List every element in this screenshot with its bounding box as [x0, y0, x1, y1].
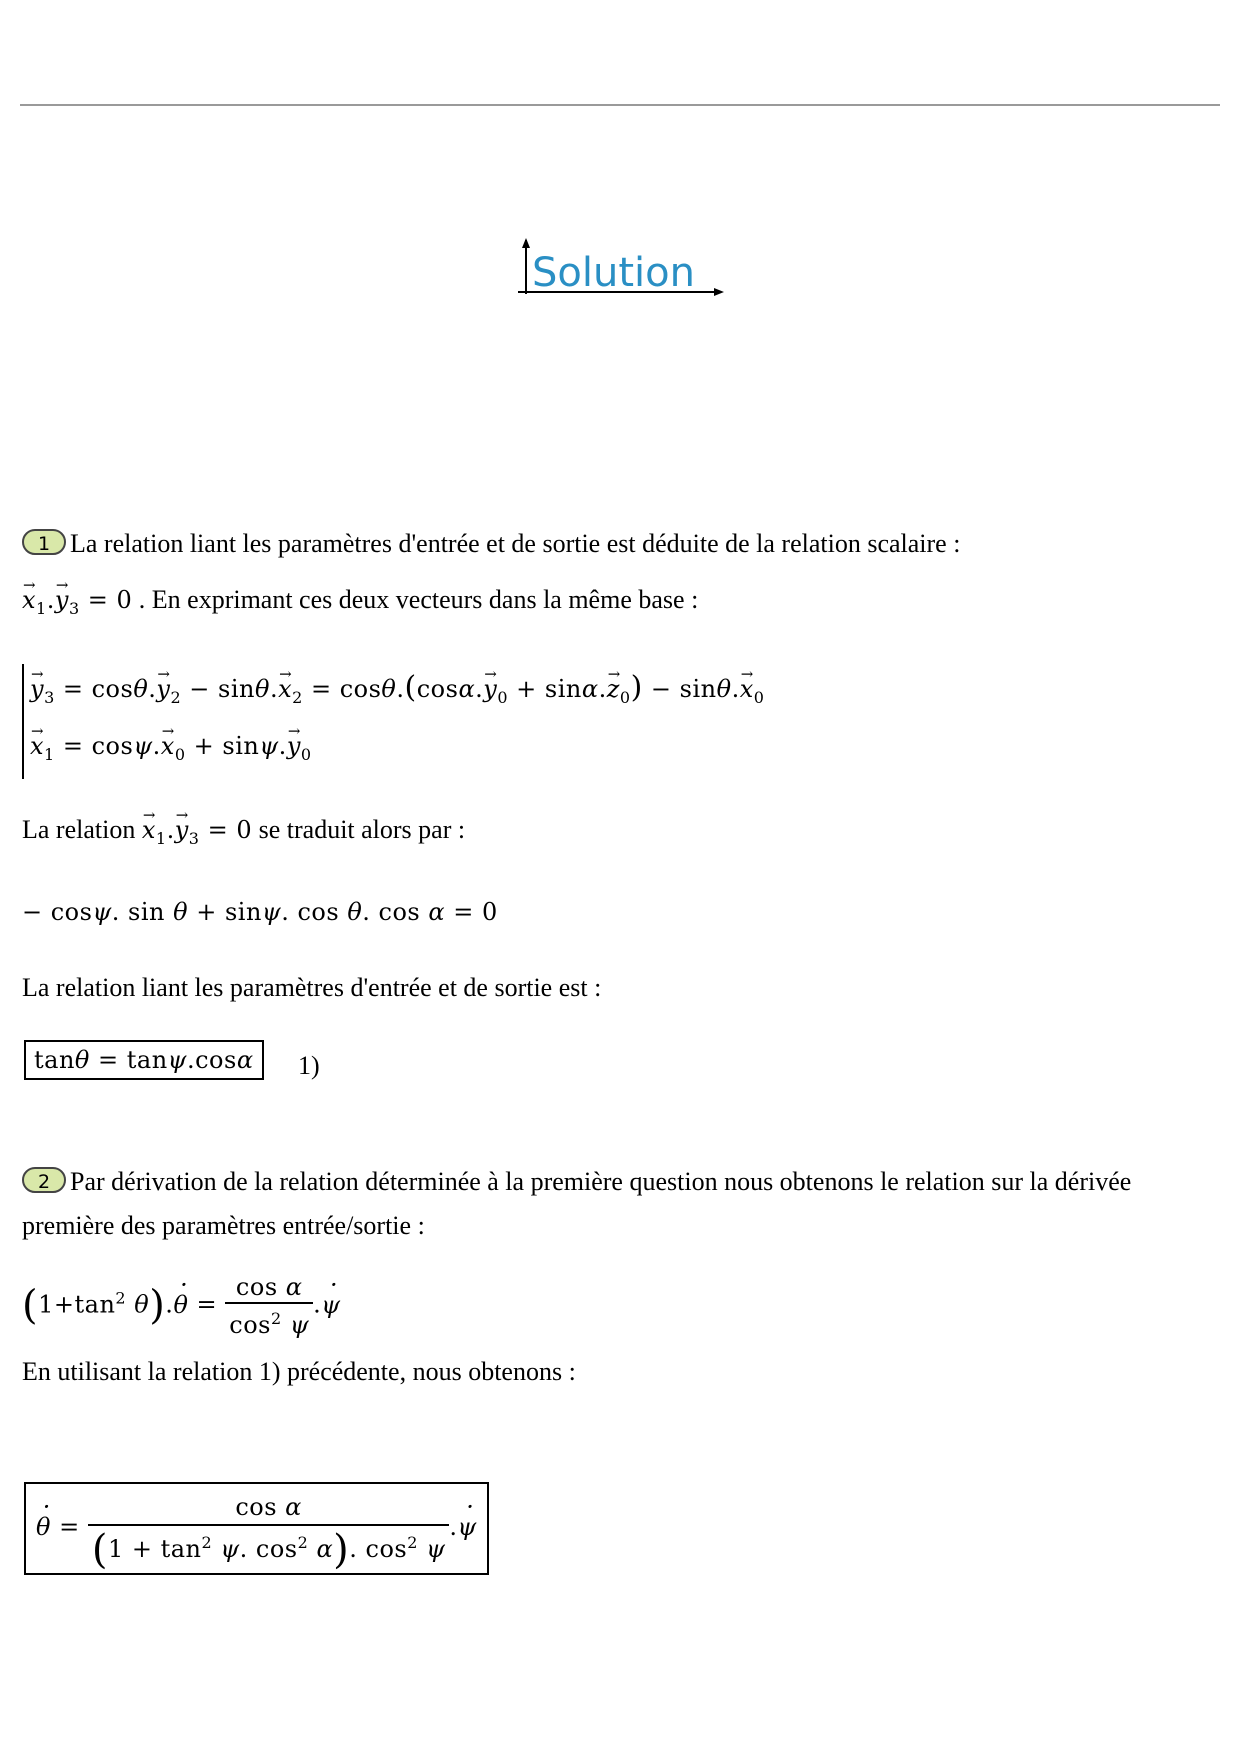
question-1-badge: 1: [22, 529, 66, 555]
q2-intro: Par dérivation de la relation déterminée à la première question nous obtenons le relation sur la dérivée première des paramètres entrée/sortie :: [22, 1167, 1132, 1240]
relation-prefix: La relation: [22, 815, 136, 844]
relation-line: [22, 808, 465, 861]
question-2-badge: 2: [22, 1167, 66, 1193]
scalar-relation-2: → $x_1.\to y_3 = 0$: [142, 816, 252, 844]
eq-x1: → $x_1 = \cos\psi.\to x_0 + \sin\psi.\to y_0$: [30, 722, 764, 779]
solution-header: [518, 238, 728, 304]
q2-using: En utilisant la relation 1) précédente, nous obtenons :: [22, 1357, 576, 1386]
q1-scalar-line: [22, 578, 698, 631]
vector-system: [22, 664, 764, 779]
q1-intro: La relation liant les paramètres d'entrée et de sortie est déduite de la relation scalaire :: [70, 529, 961, 558]
eq-y3: → $y_3 = \cos\theta.\to y_2 - \sin\theta.\to x_2 = \cos\theta.(\cos\alpha.\to y_0 + \sin\alpha.\to z_0) - \sin\theta.\to x_0$: [30, 664, 764, 722]
eq-label-1: 1): [298, 1051, 320, 1080]
scalar-relation: → $x_1.\to y_3 = 0$: [22, 586, 132, 614]
q1-intro-line: [22, 522, 960, 566]
q2-intro-block: [22, 1160, 1202, 1248]
expanded-equation: − cosψ. sin θ + sinψ. cos θ. cos α = 0: [22, 898, 498, 926]
solution-title: Solution: [532, 250, 695, 296]
result-1-box: tanθ = tanψ.cosα: [24, 1040, 264, 1080]
top-rule: [20, 104, 1220, 106]
q1-conclusion: La relation liant les paramètres d'entrée et de sortie est :: [22, 973, 602, 1002]
q1-expr-text: . En exprimant ces deux vecteurs dans la même base :: [138, 585, 699, 614]
derivative-equation: ($1+\tan^2$ θ).· θ = $\frac{\text{cos α}}{\cos^2 \psi}$ .· ψ: [22, 1272, 341, 1340]
relation-suffix: se traduit alors par :: [258, 815, 466, 844]
final-result-box: · θ = $\frac{\text{cos α}}{(1 + \tan^2 \psi. \cos^2 \alpha). \cos^2 \psi}$ .· ψ: [24, 1482, 489, 1575]
